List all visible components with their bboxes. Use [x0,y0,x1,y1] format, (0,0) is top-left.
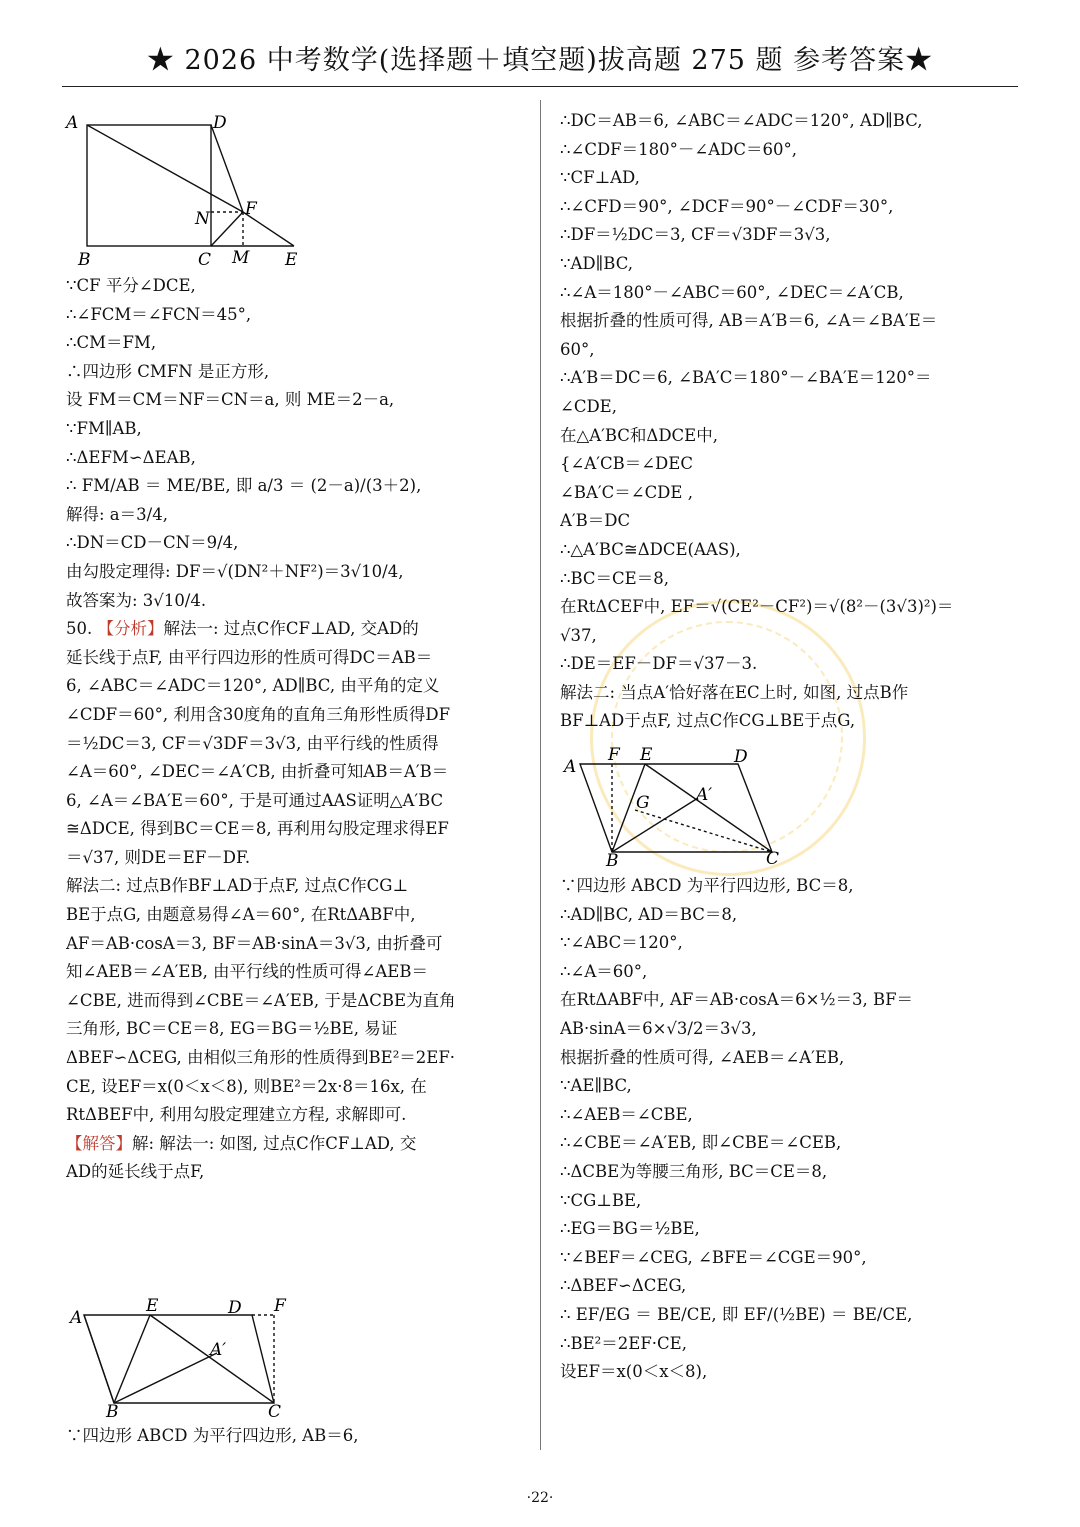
fig3-label-d: D [734,747,748,767]
text-line: ∴四边形 CMFN 是正方形, [66,361,270,381]
text-line: ∴DN＝CD－CN＝9/4, [66,533,239,553]
text-line: ∴△A′BC≅ΔDCE(AAS), [560,539,741,559]
fig3-label-f: F [608,745,620,765]
text-line: 解法二: 当点A′恰好落在EC上时, 如图, 过点B作 [560,682,909,702]
column-divider [540,100,541,1450]
text-line: BE于点G, 由题意易得∠A＝60°, 在RtΔABF中, [66,905,416,925]
fig3-label-a-prime: A′ [696,785,713,805]
text-line: A′B＝DC [560,511,631,531]
fig1-label-e: E [285,250,298,268]
text-line: 由勾股定理得: DF＝√(DN²＋NF²)＝3√10/4, [66,561,404,581]
left-last-line [66,1422,526,1451]
fig1-label-c: C [198,250,212,268]
text-line: ∠CBE, 进而得到∠CBE＝∠A′EB, 于是ΔCBE为直角 [66,990,456,1010]
figure-parallelogram-2 [560,742,800,870]
text-line: ∵AE∥BC, [560,1076,632,1096]
text-line: ∴ EF/EG ＝ BE/CE, 即 EF/(½BE) ＝ BE/CE, [560,1304,913,1324]
text-line: 三角形, BC＝CE＝8, EG＝BG＝½BE, 易证 [66,1019,398,1039]
text-line: ∠CDE, [560,396,617,416]
text-line: ∴∠CDF＝180°－∠ADC＝60°, [560,139,797,159]
text-line: ∴EG＝BG＝½BE, [560,1219,700,1239]
text-line: 知∠AEB＝∠A′EB, 由平行线的性质可得∠AEB＝ [66,962,428,982]
text-line: ∴∠CFD＝90°, ∠DCF＝90°－∠CDF＝30°, [560,196,894,216]
fig1-label-m: M [232,248,250,268]
text-line: AF＝AB·cosA＝3, BF＝AB·sinA＝3√3, 由折叠可 [66,933,443,953]
text-line: 故答案为: 3√10/4. [66,590,207,610]
text-line: 解得: a＝3/4, [66,504,168,524]
text-line: ∴BC＝CE＝8, [560,568,669,588]
fig2-label-a-prime: A′ [210,1340,227,1360]
text-line: ∴∠A＝60°, [560,961,648,981]
text-line: ∵四边形 ABCD 为平行四边形, AB＝6, [66,1426,359,1445]
text-line: 根据折叠的性质可得, AB＝A′B＝6, ∠A＝∠BA′E＝ [560,311,938,331]
text-line: ∴CM＝FM, [66,333,157,353]
text-line: ∵四边形 ABCD 为平行四边形, BC＝8, [560,876,854,895]
text-line: ∠CDF＝60°, 利用含30度角的直角三角形性质得DF [66,704,451,724]
text-line: ∴∠A＝180°－∠ABC＝60°, ∠DEC＝∠A′CB, [560,282,904,302]
text-line: ∴AD∥BC, AD＝BC＝8, [560,904,738,924]
text-line: ∴ΔCBE为等腰三角形, BC＝CE＝8, [560,1161,828,1181]
text-line: {∠A′CB＝∠DEC [560,454,693,474]
text-line: 在RtΔABF中, AF＝AB·cosA＝6×½＝3, BF＝ [560,990,914,1010]
fig2-label-f: F [274,1296,286,1316]
page-header: ★ 2026 中考数学(选择题＋填空题)拔高题 275 题 参考答案★ [146,45,934,76]
text-line: ∵CG⊥BE, [560,1190,642,1210]
text-line: ∵∠BEF＝∠CEG, ∠BFE＝∠CGE＝90°, [560,1247,867,1267]
text-line: 【解答】解: 解法一: 如图, 过点C作CF⊥AD, 交 [66,1133,417,1153]
header-rule [62,86,1018,87]
fig2-label-e: E [146,1296,159,1316]
text-line: 在△A′BC和ΔDCE中, [560,425,718,445]
text-line: ∴∠CBE＝∠A′EB, 即∠CBE＝∠CEB, [560,1133,842,1153]
text-line: ∵∠ABC＝120°, [560,933,683,953]
fig3-label-a: A [564,757,577,777]
fig1-label-d: D [213,113,227,133]
text-line: ∴DE＝EF－DF＝√37－3. [560,654,758,674]
text-line: 6, ∠A＝∠BA′E＝60°, 于是可通过AAS证明△A′BC [66,790,444,810]
text-line: ∴DF＝½DC＝3, CF＝√3DF＝3√3, [560,225,831,245]
fig2-label-d: D [228,1298,242,1318]
right-column-bottom [560,872,1020,1387]
fig3-label-b: B [606,851,619,870]
left-column [66,272,526,1187]
text-line: 设 FM＝CM＝NF＝CN＝a, 则 ME＝2－a, [66,390,395,410]
figure-parallelogram-1 [62,1295,302,1420]
segment-ae [87,125,243,212]
fig3-label-g: G [636,793,650,813]
text-line: ∴ΔBEF∽ΔCEG, [560,1276,687,1296]
text-line: ∴A′B＝DC＝6, ∠BA′C＝180°－∠BA′E＝120°＝ [560,368,932,388]
text-line: ＝√37, 则DE＝EF－DF. [66,847,251,867]
fig2-label-b: B [106,1402,119,1420]
text-line: ≅ΔDCE, 得到BC＝CE＝8, 再利用勾股定理求得EF [66,819,449,839]
text-line: AB·sinA＝6×√3/2＝3√3, [560,1018,757,1038]
text-line: ∴∠FCM＝∠FCN＝45°, [66,304,252,324]
text-line: 根据折叠的性质可得, ∠AEB＝∠A′EB, [560,1047,845,1067]
text-line: 50. 【分析】解法一: 过点C作CF⊥AD, 交AD的 [66,619,419,639]
fig3-label-c: C [766,849,780,869]
right-column-top [560,107,1020,736]
text-line: ∴ΔEFM∽ΔEAB, [66,447,196,467]
text-line: CE, 设EF＝x(0＜x＜8), 则BE²＝2x·8＝16x, 在 [66,1076,427,1096]
text-line: 在RtΔCEF中, EF＝√(CE²－CF²)＝√(8²－(3√3)²)＝ [560,597,954,617]
fig1-label-f: F [245,199,257,219]
text-line: ∴∠AEB＝∠CBE, [560,1104,693,1124]
text-line: ∵AD∥BC, [560,253,633,273]
page-number: ·22· [526,1490,554,1506]
fig3-label-e: E [640,745,653,765]
text-line: ∵CF 平分∠DCE, [66,276,196,295]
text-line: ∵CF⊥AD, [560,168,640,188]
text-line: ∠BA′C＝∠CDE , [560,482,693,502]
text-line: ∴ FM/AB ＝ ME/BE, 即 a/3 ＝ (2－a)/(3＋2), [66,476,422,496]
text-line: ＝½DC＝3, CF＝√3DF＝3√3, 由平行线的性质得 [66,733,439,753]
text-line: RtΔBEF中, 利用勾股定理建立方程, 求解即可. [66,1105,407,1125]
text-line: ∴DC＝AB＝6, ∠ABC＝∠ADC＝120°, AD∥BC, [560,111,923,130]
text-line: BF⊥AD于点F, 过点C作CG⊥BE于点G, [560,711,856,731]
text-line: √37, [560,625,597,645]
fig1-label-a: A [66,113,79,133]
fig1-label-n: N [195,209,210,229]
text-line: 60°, [560,339,595,359]
text-line: 6, ∠ABC＝∠ADC＝120°, AD∥BC, 由平角的定义 [66,676,440,696]
figure-square-abcd [62,108,312,268]
fig2-label-c: C [268,1402,282,1420]
text-line: ΔBEF∽ΔCEG, 由相似三角形的性质得到BE²＝2EF· [66,1048,456,1068]
text-line: AD的延长线于点F, [66,1162,205,1182]
text-line: ∠A＝60°, ∠DEC＝∠A′CB, 由折叠可知AB＝A′B＝ [66,762,449,782]
text-line: 延长线于点F, 由平行四边形的性质可得DC＝AB＝ [66,647,433,667]
text-line: 解法二: 过点B作BF⊥AD于点F, 过点C作CG⊥ [66,876,408,896]
text-line: ∵FM∥AB, [66,418,142,438]
fig2-label-a: A [70,1308,83,1328]
text-line: ∴BE²＝2EF·CE, [560,1333,687,1353]
text-line: 设EF＝x(0＜x＜8), [560,1362,708,1382]
fig1-label-b: B [78,250,91,268]
